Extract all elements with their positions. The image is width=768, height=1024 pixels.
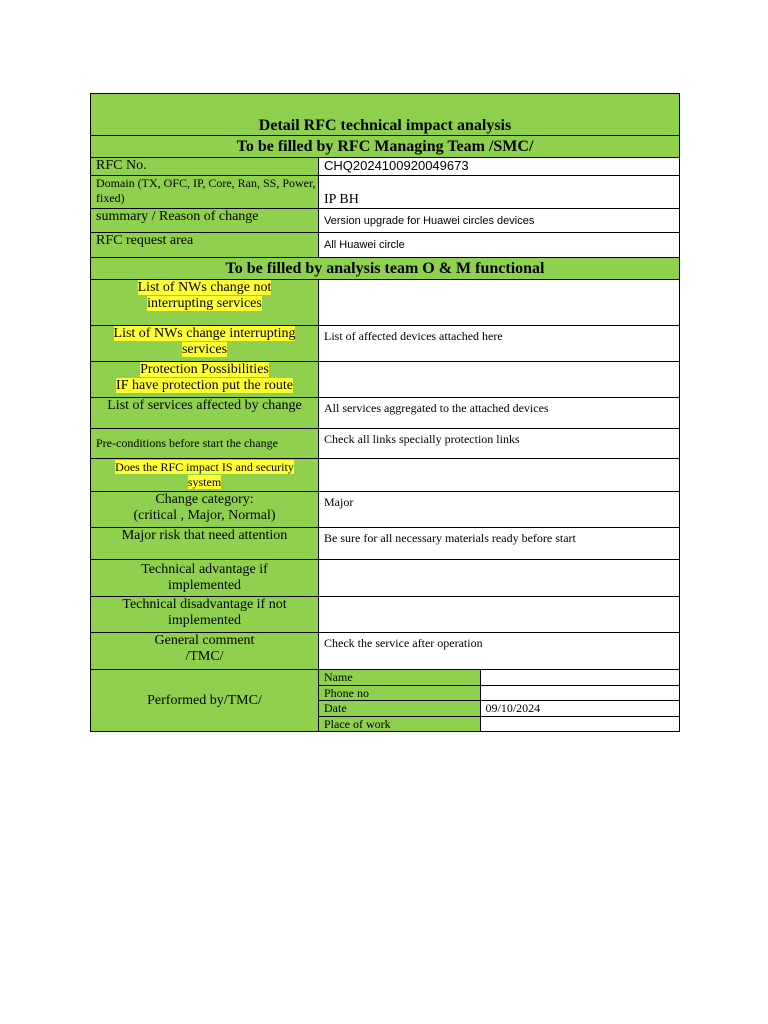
rfc-impact-table	[90, 93, 680, 732]
nw-interrupting-label	[91, 326, 319, 362]
rfc-form	[90, 93, 679, 732]
preconditions-value[interactable]: Check all links specially protection links	[319, 429, 680, 459]
tech-disadvantage-label	[91, 597, 319, 633]
services-affected-value[interactable]: All services aggregated to the attached devices	[319, 398, 680, 429]
domain-value[interactable]: IP BH	[319, 176, 680, 209]
performed-by-table	[319, 670, 680, 731]
tech-advantage-value[interactable]	[319, 560, 680, 597]
label-line: List of NWs change not	[137, 280, 272, 295]
protection-value[interactable]	[319, 362, 680, 398]
request-area-label: RFC request area	[91, 233, 319, 258]
field-place: Place of work	[319, 716, 480, 731]
nw-not-interrupting-value[interactable]	[319, 280, 680, 326]
label-line: Technical disadvantage if not	[122, 597, 287, 612]
label-line: implemented	[167, 578, 242, 593]
label-line: Technical advantage if	[141, 562, 268, 577]
nw-interrupting-value[interactable]: List of affected devices attached here	[319, 326, 680, 362]
form-title: Detail RFC technical impact analysis	[91, 94, 680, 136]
label-line: system	[187, 475, 222, 489]
change-category-label	[91, 492, 319, 528]
nw-not-interrupting-label	[91, 280, 319, 326]
field-phone: Phone no	[319, 685, 480, 700]
field-date: Date	[319, 700, 480, 716]
is-security-value[interactable]	[319, 459, 680, 492]
services-affected-label: List of services affected by change	[91, 398, 319, 429]
request-area-value[interactable]: All Huawei circle	[319, 233, 680, 258]
rfc-no-label: RFC No.	[91, 158, 319, 176]
label-line: Protection Possibilities	[140, 362, 269, 377]
label-line: IF have protection put the route	[116, 378, 293, 393]
field-value[interactable]: 09/10/2024	[480, 700, 680, 716]
label-line: List of NWs change interrupting	[113, 326, 296, 341]
label-line: /TMC/	[185, 649, 224, 664]
field-name: Name	[319, 670, 480, 685]
label-line: General comment	[154, 633, 255, 648]
field-value[interactable]	[480, 685, 680, 700]
is-security-label	[91, 459, 319, 492]
label-line: (critical , Major, Normal)	[133, 508, 276, 523]
smc-section-header: To be filled by RFC Managing Team /SMC/	[91, 136, 680, 158]
tech-advantage-label	[91, 560, 319, 597]
label-line: Change category:	[155, 492, 254, 507]
major-risk-label: Major risk that need attention	[91, 528, 319, 560]
general-comment-label	[91, 633, 319, 670]
change-category-value[interactable]: Major	[319, 492, 680, 528]
performed-by-details	[319, 670, 680, 732]
domain-label: Domain (TX, OFC, IP, Core, Ran, SS, Power, fixed)	[91, 176, 319, 209]
summary-label: summary / Reason of change	[91, 209, 319, 233]
summary-value[interactable]: Version upgrade for Huawei circles devices	[319, 209, 680, 233]
performed-by-label: Performed by/TMC/	[91, 670, 319, 732]
field-value[interactable]	[480, 716, 680, 731]
label-line: interrupting services	[147, 296, 262, 311]
label-line: Does the RFC impact IS and security	[115, 460, 294, 474]
field-value[interactable]	[480, 670, 680, 685]
major-risk-value[interactable]: Be sure for all necessary materials ready before start	[319, 528, 680, 560]
label-line: services	[181, 342, 228, 357]
general-comment-value[interactable]: Check the service after operation	[319, 633, 680, 670]
om-section-header: To be filled by analysis team O & M functional	[91, 258, 680, 280]
label-line: implemented	[167, 613, 242, 628]
preconditions-label: Pre-conditions before start the change	[91, 429, 319, 459]
rfc-no-value[interactable]: CHQ2024100920049673	[319, 158, 680, 176]
tech-disadvantage-value[interactable]	[319, 597, 680, 633]
protection-label	[91, 362, 319, 398]
